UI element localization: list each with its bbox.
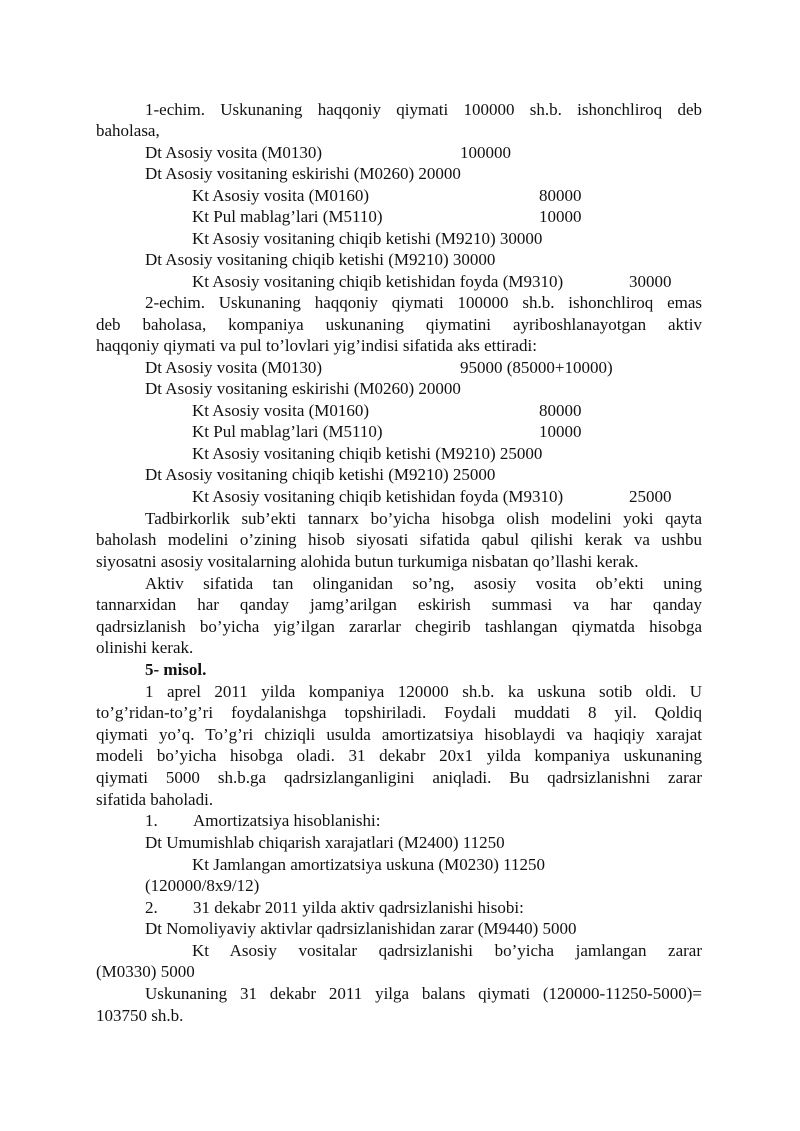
journal-entry: Kt Asosiy vositaning chiqib ketishi (M9210) 25000 <box>192 444 543 463</box>
paragraph-line: qiymati 5000 sh.b.ga qadrsizlanganligini aniqladi. Bu qadrsizlanishni zarar <box>96 768 702 787</box>
entry-label: Dt Asosiy vosita (M0130) <box>145 143 323 162</box>
journal-entry: Dt Nomoliyaviy aktivlar qadrsizlanishidan zarar (M9440) 5000 <box>145 919 577 938</box>
paragraph-line: Aktiv sifatida tan olinganidan so’ng, asosiy vosita ob’ekti uning <box>145 574 702 593</box>
journal-entry: Dt Umumishlab chiqarish xarajatlari (M2400) 11250 <box>145 833 505 852</box>
journal-entry <box>192 421 702 443</box>
paragraph-line: 103750 sh.b. <box>96 1006 184 1025</box>
paragraph-line: tannarxidan har qanday jamg’arilgan eskirish summasi va har qanday <box>96 595 702 614</box>
paragraph-line: deb baholasa, kompaniya uskunaning qiymatini ayriboshlanayotgan aktiv <box>96 315 702 334</box>
entry-amount: 80000 <box>539 401 582 420</box>
entry-amount: 10000 <box>539 422 582 441</box>
numbered-item <box>145 897 702 919</box>
journal-entry: Dt Asosiy vositaning eskirishi (M0260) 20000 <box>145 164 461 183</box>
paragraph-line: to’g’ridan-to’g’ri foydalanishga topshiriladi. Foydali muddati 8 yil. Qoldiq <box>96 703 702 722</box>
journal-entry <box>192 271 702 293</box>
journal-entry: Dt Asosiy vositaning eskirishi (M0260) 20000 <box>145 379 461 398</box>
item-number: 2. <box>145 898 158 917</box>
item-text: 31 dekabr 2011 yilda aktiv qadrsizlanishi hisobi: <box>193 898 524 917</box>
paragraph-line: 1 aprel 2011 yilda kompaniya 120000 sh.b. ka uskuna sotib oldi. U <box>145 682 702 701</box>
section-heading: 5- misol. <box>145 660 207 679</box>
entry-amount: 25000 <box>629 487 672 506</box>
journal-entry: Kt Asosiy vositaning chiqib ketishi (M9210) 30000 <box>192 229 543 248</box>
journal-entry: Kt Asosiy vositalar qadrsizlanishi bo’yicha jamlangan zarar <box>192 941 702 960</box>
paragraph-line: siyosatni asosiy vositalarning alohida butun turkumiga nisbatan qo’llashi kerak. <box>96 552 639 571</box>
paragraph-line: qadrsizlanish bo’yicha yig’ilgan zararlar chegirib tashlangan qiymatda hisobga <box>96 617 702 636</box>
entry-label: Dt Asosiy vosita (M0130) <box>145 358 323 377</box>
entry-label: Kt Pul mablag’lari (M5110) <box>192 207 383 226</box>
entry-amount: 10000 <box>539 207 582 226</box>
paragraph-line: haqqoniy qiymati va pul to’lovlari yig’indisi sifatida aks ettiradi: <box>96 336 537 355</box>
entry-label: Kt Asosiy vosita (M0160) <box>192 401 370 420</box>
journal-entry <box>192 185 702 207</box>
entry-label: Kt Pul mablag’lari (M5110) <box>192 422 383 441</box>
journal-entry: Dt Asosiy vositaning chiqib ketishi (M9210) 30000 <box>145 250 496 269</box>
journal-entry <box>192 206 702 228</box>
paragraph-line: baholasa, <box>96 121 160 140</box>
journal-entry <box>192 486 702 508</box>
entry-amount: 95000 (85000+10000) <box>460 358 613 377</box>
paragraph-line: Uskunaning 31 dekabr 2011 yilga balans qiymati (120000-11250-5000)= <box>145 984 702 1003</box>
paragraph-line: modeli bo’yicha hisobga oladi. 31 dekabr 20x1 yilda kompaniya uskunaning <box>96 746 702 765</box>
paragraph-line: 2-echim. Uskunaning haqqoniy qiymati 100000 sh.b. ishonchliroq emas <box>145 293 702 312</box>
paragraph-line: qiymati yo’q. To’g’ri chiziqli usulda amortizatsiya hisoblaydi va haqiqiy xarajat <box>96 725 702 744</box>
calculation-note: (120000/8x9/12) <box>145 876 260 895</box>
paragraph-line: sifatida baholadi. <box>96 790 214 809</box>
paragraph-line: Tadbirkorlik sub’ekti tannarx bo’yicha hisobga olish modelini yoki qayta <box>145 509 702 528</box>
paragraph-line: olinishi kerak. <box>96 638 194 657</box>
entry-label: Kt Asosiy vositaning chiqib ketishidan foyda (M9310) <box>192 272 564 291</box>
journal-entry <box>145 142 702 164</box>
item-text: Amortizatsiya hisoblanishi: <box>193 811 381 830</box>
paragraph-line: baholash modelini o’zining hisob siyosati sifatida qabul qilishi kerak va ushbu <box>96 530 702 549</box>
journal-entry <box>145 357 702 379</box>
item-number: 1. <box>145 811 158 830</box>
journal-entry: Dt Asosiy vositaning chiqib ketishi (M9210) 25000 <box>145 465 496 484</box>
entry-amount: 30000 <box>629 272 672 291</box>
numbered-item <box>145 810 702 832</box>
journal-entry: Kt Jamlangan amortizatsiya uskuna (M0230) 11250 <box>192 855 545 874</box>
journal-entry <box>192 400 702 422</box>
entry-amount: 100000 <box>460 143 511 162</box>
entry-label: Kt Asosiy vosita (M0160) <box>192 186 370 205</box>
journal-entry: (M0330) 5000 <box>96 962 195 981</box>
paragraph-line: 1-echim. Uskunaning haqqoniy qiymati 100000 sh.b. ishonchliroq deb <box>145 100 702 119</box>
entry-label: Kt Asosiy vositaning chiqib ketishidan foyda (M9310) <box>192 487 564 506</box>
entry-amount: 80000 <box>539 186 582 205</box>
